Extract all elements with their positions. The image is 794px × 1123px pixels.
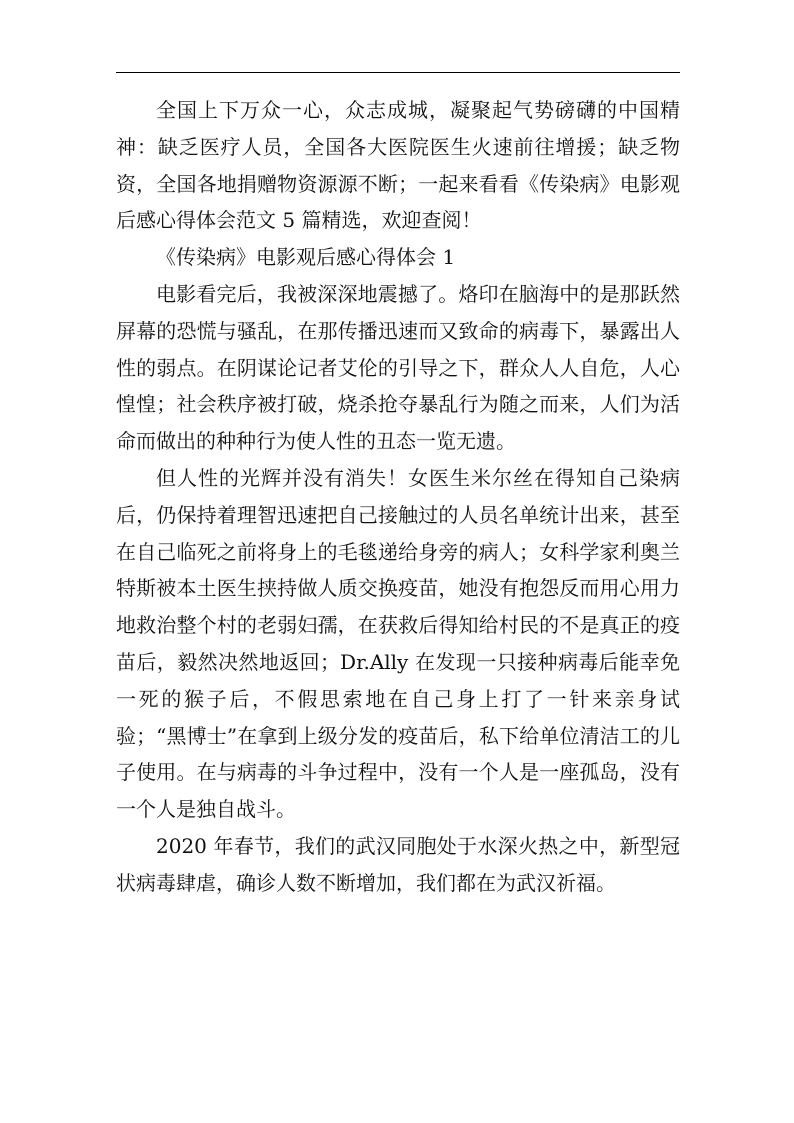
section-heading: 《传染病》电影观后感心得体会 1 — [156, 245, 456, 270]
header-rule — [116, 72, 680, 73]
document-body — [116, 92, 680, 902]
body-paragraph-1: 电影看完后，我被深深地震撼了。烙印在脑海中的是那跃然屏幕的恐慌与骚乱，在那传播迅速而又致命的病毒下，暴露出人性的弱点。在阴谋论记者艾伦的引导之下，群众人人自危，人心惶惶；社会秩序被打破，烧杀抢夺暴乱行为随之而来，人们为活命而做出的种种行为使人性的丑态一览无遗。 — [116, 281, 680, 454]
body-paragraph-2: 但人性的光辉并没有消失！女医生米尔丝在得知自己染病后，仍保持着理智迅速把自己接触过的人员名单统计出来，甚至在自己临死之前将身上的毛毯递给身旁的病人；女科学家利奥兰特斯被本土医生挟持做人质交换疫苗，她没有抱怨反而用心用力地救治整个村的老弱妇孺，在获救后得知给村民的不是真正的疫苗后，毅然决然地返回；Dr.Ally 在发现一只接种病毒后能幸免一死的猴子后，不假思索地在自己身上打了一针来亲身试验；“黑博士”在拿到上级分发的疫苗后，私下给单位清洁工的儿子使用。在与病毒的斗争过程中，没有一个人是一座孤岛，没有一个人是独自战斗。 — [116, 465, 680, 822]
body-paragraph-3: 2020 年春节，我们的武汉同胞处于水深火热之中，新型冠状病毒肆虐，确诊人数不断增加，我们都在为武汉祈福。 — [116, 833, 680, 895]
intro-paragraph: 全国上下万众一心，众志成城，凝聚起气势磅礴的中国精神：缺乏医疗人员，全国各大医院医生火速前往增援；缺乏物资，全国各地捐赠物资源源不断；一起来看看《传染病》电影观后感心得体会范文 5 篇精选，欢迎查阅！ — [116, 98, 680, 233]
